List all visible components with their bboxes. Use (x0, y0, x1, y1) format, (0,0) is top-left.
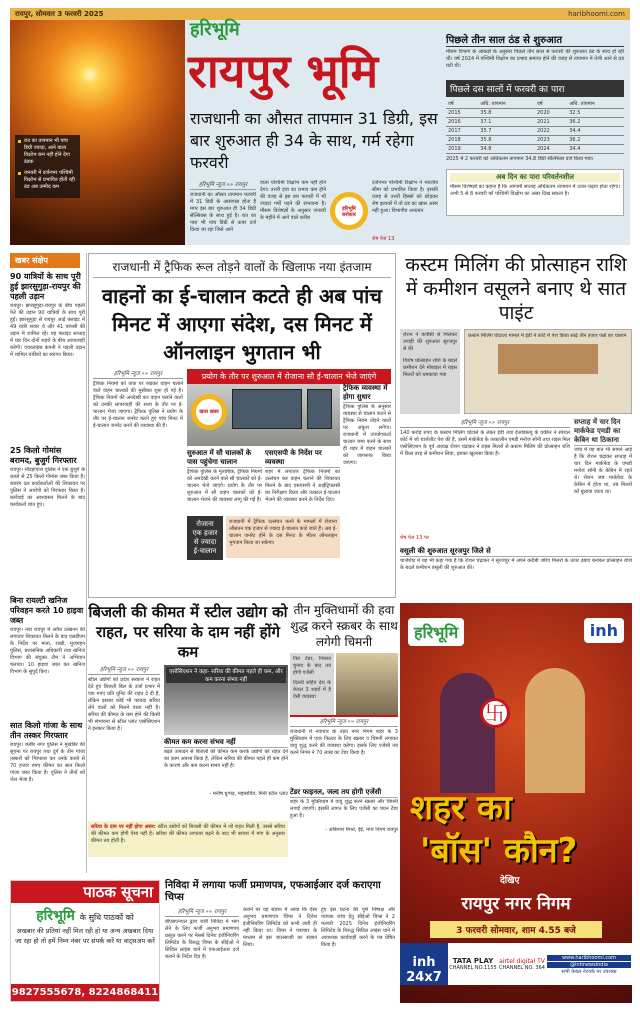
cell: 34.4 (567, 127, 624, 136)
photo-caption: एसोसिएशन ने कहा- सरिया की कीमत पहले ही कम, और कम करना संभव नहीं (166, 667, 286, 683)
haribhoomi-logo: हरिभूमि (408, 618, 464, 646)
ad-footer (400, 943, 632, 985)
echallan-count-label: रोजाना एक हजार से ज्यादा ई-चालान (187, 516, 223, 560)
ad-program: रायपुर नगर निगम (461, 894, 571, 914)
table-row (446, 109, 624, 118)
sub-text: चार्जशीट में यह भी कहा गया है कि रोशन चंद्राकर ने सूरजपुर में अपने करीबी जरिए मिलरों के ऊपर दबाव बनाकर प्रोत्साहन राशि के बदले कमीशन वसूली की शुरुआत की। (400, 558, 632, 571)
variable-temp-box (446, 169, 624, 216)
control-room-photo (187, 384, 340, 446)
column-divider (86, 253, 87, 873)
section-title: रायपुर भूमि (188, 44, 379, 98)
cell: 35.8 (478, 136, 535, 145)
point: दिल्ली सहित देश के केवल 3 शहरों में है ऐसी व्यवस्था (293, 680, 331, 700)
sarokar-seal: हरिभूमि सरोकार (330, 192, 368, 230)
airtel-logo: airtel digital TV (499, 957, 545, 965)
reader-notice (10, 880, 160, 1002)
sub-author: - अबिनाश मिश्रा, ईई, नगर निगम रायपुर (325, 827, 398, 833)
cell: 2018 (446, 136, 478, 145)
traffic-headline[interactable]: वाहनों का ई-चालान कटते ही अब पांच मिनट में आएगा संदेश, दस मिनट में ऑनलाइन भुगतान भी (102, 284, 382, 364)
lead-col: वाला पश्चिमी विक्षोभ कम नहीं होने देगा। उत्तरी हवा का प्रभाव कम होने की वजह से इस बार फरवरी में भी ज्यादा गर्मी पड़ने की संभावना है। मौसम विशेषज्ञों के अनुसार जनवरी के महीने में आने वाले करीब (260, 180, 326, 221)
cell: 2024 (535, 145, 567, 154)
ad-headline-2: 'बॉस' कौन? (420, 831, 578, 871)
ad-cable: सभी केबल नेटवर्क पर उपलब्ध (561, 968, 617, 975)
table-row (446, 145, 624, 154)
story-text: राजधानी में नवाचार के तहत नगर निगम शहर के 3 मुक्तिधाम में एयर फिल्टर के लिए स्क्रबर व चिमनी लगाकर वायु शुद्ध करने की व्यवस्था करेगा। इसके लिए एजेंसी तय करने निगम ने 70 लाख का टेंडर किया है। (290, 729, 398, 756)
subhead: टेंडर फाइनल, जल्द तय होगी एजेंसी (290, 788, 398, 798)
cell: 2020 (535, 109, 567, 118)
table-note: 2025 में 2 फरवरी को अधिकतम तापमान 34.8 डिग्री सेल्सियस दर्ज किया गया। (446, 156, 594, 162)
brief-text: रायपुर। नवा रायपुर में अवैध उत्खनन की लगातार शिकायत मिलने के बाद एसडीएम के निर्देश पर माना, राखी, मुजगहन पुलिस, प्रशासनिक अधिकारी तथा खनिज विभाग की संयुक्त टीम ने अभियान चलाया। 10 हाइवा जब्त कर खनिज विभाग के सुपुर्द किए। (10, 627, 85, 675)
chimney-photo (336, 653, 398, 715)
photo-points (15, 135, 80, 198)
cell: 35.8 (478, 109, 535, 118)
cell: 34.8 (478, 145, 535, 154)
cell: 35.7 (478, 127, 535, 136)
nivida-headline[interactable]: निविदा में लगाया फर्जी प्रमाणपत्र, एफआईआर दर्ज कराएगा चिप्स (165, 880, 381, 903)
col-header: अधि. तापमान (478, 100, 535, 109)
traffic-story (88, 253, 396, 598)
side-text: ट्रैफिक पुलिस के अनुसार व्यवस्था से चालान कटने से ट्रैफिक नियम तोड़ने वालों पर अंकुश लगेगा। राजधानी में उपयोगकर्ता चालान जमा करने के साथ ही शहर में वाहन चालकों को जागरूक किया जाएगा। (343, 404, 391, 466)
lead-body (190, 180, 438, 244)
byline: हरिभूमि न्यूज »» रायपुर (88, 665, 160, 675)
cell: 2015 (446, 109, 478, 118)
date-bar (10, 8, 630, 20)
tender-story (165, 880, 395, 1002)
ad-website[interactable]: www.haribhoomi.com (547, 955, 631, 961)
cell: 37.1 (478, 118, 535, 127)
crematorium-story (290, 602, 398, 872)
col-header: वर्ष (446, 100, 478, 109)
lead-col: राजधानी का औसत तापमान फरवरी में 31 डिग्री के आसपास होता है मगर इस बार शुरुआत ही 34 डिग्री सेल्सियस के साथ हुई है। रात का पारा भी पांच डिग्री से ऊपर दर्ज किया जा रहा जिसे आने (190, 192, 256, 233)
electricity-story (88, 602, 288, 872)
tata-play-logo: TATA PLAY (452, 957, 494, 965)
notice-line2: अखबार की प्रतियां नहीं मिल रही हो या अन्य अखबार दिया जा रहा हो तो हमें निम्न नंबर पर संपर्क करें या वाट्सअप करें (15, 927, 155, 945)
table-title: पिछले दस सालों में फरवरी का पारा (446, 80, 624, 97)
byline: हरिभूमि न्यूज »» रायपुर (290, 717, 398, 727)
brand-logo: हरिभूमि (190, 19, 240, 40)
brand-logo: हरिभूमि (36, 908, 75, 924)
kicker: राजधानी में ट्रैफिक रूल तोड़ने वालों के खिलाफ नया इंतजाम (93, 258, 391, 278)
cell: 2022 (535, 127, 567, 136)
quote-text: बढ़ते उत्पादन से बिजली की कीमत कम करके उद्योगों को राहत देने का काम अवश्य किया है, लेकिन सरिया की कीमत पहले ही कम होने के कारण और कम करना संभव नहीं है। (164, 749, 288, 769)
story-text: 140 करोड़ रुपए के कस्टम मिलिंग घोटाले के लेकर ईडी तथा ईओडब्ल्यू के वकील ने स्पेशल कोर्ट में जो चार्जशीट पेश की है, उसमें मार्कफेड के तत्कालीन एमडी मनोज सोनी तथा राइस मिल एसोसिएशन के पूर्व अध्यक्ष रोशन चंद्राकर ने राइस मिलरों से कस्टम मिलिंग की प्रोत्साहन राशि में किस तरह से कमीशन लिया, इसका खुलासा किया है। (400, 430, 570, 457)
khas-khabar-seal: खास खबर (191, 394, 227, 430)
table-row (446, 136, 624, 145)
ad-headline-1: शहर का (410, 788, 512, 828)
side-text: जांच में यह बात भी सामने आई है कि रोशन चंद्राकर सप्ताह में चार दिन मार्कफेड के एमडी मनोज सोनी के केबिन में रहते थे। रोशन जब मार्कफेड के केबिन में होता था, तब मिलरों को बुलाया जाता था। (574, 447, 632, 495)
point: रोशन ने कवीसी से मिलकर उगाही की शुरुआत सूरजपुर से की (403, 332, 457, 352)
story-text: ट्रैफिक नियमों को ताक पर रखकर वाहन चलाने वाले वाहन चालकों की मुसीबत शुरू हो गई है। ट्रैफिक नियमों की अनदेखी कर वाहन चलाने वालों को उनकी लापरवाही की सजा के तौर पर ई-चालान भेजा जाएगा। ट्रैफिक पुलिस ने प्रयोग के तौर पर ई-चालान जनरेट करते हुए पांच मिनट में ई-चालान जनरेट करने की व्यवस्था की है। (93, 381, 183, 429)
notice-title: पाठक सूचना (11, 881, 159, 903)
continued-label: शेष पेज 13 पर (400, 535, 429, 541)
cell: 2019 (446, 145, 478, 154)
brief-title[interactable]: सात किलो गांजा के साथ तीन तस्कर गिरफ्तार (10, 721, 83, 740)
lead-headline[interactable]: राजधानी का औसत तापमान 31 डिग्री, इस बार शुरुआत ही 34 के साथ, गर्म रहेगा फरवरी (190, 109, 438, 172)
inh-program-ad[interactable] (400, 603, 632, 1003)
box-text: मौसम विशेषज्ञों का कहना है कि आगामी सप्ताह अधिकतम तापमान में उतार-चढ़ाव होता रहेगा। अभी 5 से 8 फरवरी को पश्चिमी विक्षोभ का असर दिख सकता है। (450, 184, 620, 197)
swastik-stamp-icon: 卐 (480, 698, 510, 728)
quote-author: - मनीष धुप्पड़, महासचिव, मिनी स्टील प्लांट (209, 791, 288, 797)
brief-title[interactable]: बिना रायल्टी खनिज परिवहन करते 10 हाइवा जब्त (10, 596, 84, 625)
side-title: ट्रैफिक व्यवस्था में होगा सुधार (343, 384, 391, 403)
point: विशेष प्रोत्साहन राशि के बदले कमीशन देने मोबाइल में राइस मिलरों को धमकाया गया (403, 358, 457, 378)
impact-box (88, 821, 288, 857)
brief-title[interactable]: 25 किलो गोमांस बरामद, बुजुर्ग गिरफ्तार (10, 446, 77, 465)
subhead: सुरुआत में सौ चालकों के पास पहुंचेगा चालान (187, 449, 262, 468)
edition-date: रायपुर, सोमवार 3 फरवरी 2025 (15, 10, 104, 18)
col-header: वर्ष (535, 100, 567, 109)
subhead: एसएसपी के निर्देश पर व्यवस्था (265, 449, 340, 468)
inh-24x7-logo: inh 24x7 (400, 943, 448, 985)
cell: 32.5 (567, 109, 624, 118)
box-text: मौसम विभाग के आंकड़ों के अनुसार पिछले तीन साल से फरवरी की शुरुआत ठंड के साथ हो रही थी। वर्ष 2024 में पश्चिमी विक्षोभ का प्रभाव समाप्त होने की वजह से तापमान में तेजी आने से ठंड घटी थी। (446, 49, 624, 69)
inh-logo: inh (584, 618, 624, 643)
ad-time: 3 फरवरी सोमवार, शाम 4.55 बजे (430, 921, 602, 938)
cell: 2023 (535, 136, 567, 145)
weather-sidebar (440, 20, 630, 245)
byline: हरिभूमि न्यूज »» रायपुर (190, 180, 256, 190)
brief-text: रायपुर। झारसुगुड़ा-रायपुर के बीच पहली फेरे की उड़ान 90 यात्रियों के साथ पूरी हुई। झारसुगुड़ा से रायपुर आई फ्लाइट में 49 यात्री सवार थे और 41 वापसी की उड़ान में शामिल रहे। यह फ्लाइट सप्ताह में चार दिन दोनों शहरों के बीच आवाजाही करेगी। एयरलाइंस कंपनी ने पहली उड़ान में शामिल यात्रियों का स्वागत किया। (10, 303, 85, 358)
brief-text: रायपुर। कबीर नगर पुलिस ने मुखबिर की सूचना पर रायपुर तथा दुर्ग के तीन गांजा तस्करों को गिरफ्तार कर उनके कब्जे से 70 हजार रुपए कीमत का सात किलो गांजा जब्त किया है। पुलिस ने तीनों को जेल भेजा है। (10, 742, 85, 783)
sunset-photo (10, 20, 185, 245)
photo-point: जनवरी में दर्जनभर पश्चिमी विक्षोभ से प्रभावित होती रही ठंड अब उम्मीद कम (18, 170, 77, 191)
airtel-channel: CHANNEL NO. 364 (499, 964, 545, 971)
story-col: बीएसएनएल द्वारा जारी निविदा में भाग लेने के लिए फर्जी अनुभव प्रमाणपत्र प्रस्तुत करने पर मेसर्स दिनेश इंजीनियरिंग लिमिटेड के विरुद्ध चिप्स के सीईओ ने सिविल लाइंस थाने में एफआईआर दर्ज कराने के निर्देश दिए हैं। (165, 919, 239, 960)
box-text: स्टील उद्योगों को बिजली की कीमत में जो राहत मिली है, उससे सरिया की कीमत कम होगी ऐसा नहीं है। सरिया की कीमत लगातार बढ़ने के बाद भी बाजार में मांग के अनुसार कीमत तय होती है। (91, 824, 285, 844)
story-col: हुए इस घटना की पूर्ण निष्पक्ष और व्यापक जांच हेतु सीईओ चिप्स ने 2 फरवरी 2025 दिनेश इंजीनियरिंग लिमिटेड के विरुद्ध सिविल लाइंस थाने में आवश्यक कार्यवाही करने के पत्र प्रेषित किया है। (321, 907, 395, 948)
point: फिर टेंडर, निकाय चुनाव के बाद तय होगी एजेंसी (293, 656, 331, 676)
ad-see: देखिए (500, 876, 520, 886)
photo-point: रात का तापमान भी पांच डिग्री ज्यादा, आने वाला विक्षोभ कम नहीं होने देगा ठंडक (18, 138, 77, 166)
sub-text: ट्रैफिक पुलिस के मुताबिक, ट्रैफिक नियमों को अनदेखी करने वाले सौ चालकों को ई-चालान भेजे जाएंगे। प्रयोग के तौर पर शुरुआत में सौ वाहन चालकों को ई-चालान भेजने की व्यवस्था लागू की गई है। (187, 469, 262, 503)
cell: 2017 (446, 127, 478, 136)
photo-strip: प्रयोग के तौर पर शुरुआत में रोजाना सौ ई-चालान भेजे जाएंगे (187, 369, 391, 384)
website[interactable]: haribhoomi.com (568, 10, 625, 18)
notice-line1: के सुधि पाठकों को (79, 913, 134, 922)
highlight-box: राजधानी में ट्रैफिक उल्लंघन करने के मामलों में रोजाना औसतन एक हजार से ज्यादा ई-चालान काटे जाते हैं। अब ई-चालान जनरेट होने के दस मिनट के भीतर ऑनलाइन भुगतान किया जा सकेगा। (226, 516, 340, 558)
story-text: स्टील उद्योगों को प्रदेश सरकार ने राहत देते हुए बिजली बिल के उर्जा प्रभार में एक रुपए प्रति यूनिट की राहत दे दी है, लेकिन इसका कोई भी फायदा सरिया लेने वालों को मिलने वाला नहीं है। सरिया की कीमत के कम होने की किसी भी संभावना से स्टील प्लांट एसोसिएशन ने इनकार किया है। (88, 677, 160, 732)
box-title: सरिया के दाम पर नहीं होगा असर: (91, 824, 156, 830)
col-header: अधि. तापमान (567, 100, 624, 109)
custom-headline[interactable]: कस्टम मिलिंग की प्रोत्साहन राशि में कमीशन वसूलने बनाए थे सात पाइंट (405, 254, 627, 324)
brief-text: रायपुर। मौदहापारा पुलिस ने एक बुजुर्ग के कब्जे से 25 किलो गोमांस जब्त किया है। बजरंग दल कार्यकर्ताओं की शिकायत पर पुलिस ने आरोपी को गिरफ्तार किया है। कार्रवाई का आश्वासन मिलने के बाद कार्यकर्ता शांत हुए। (10, 467, 85, 508)
byline: हरिभूमि न्यूज »» रायपुर (93, 369, 183, 379)
cell: 2016 (446, 118, 478, 127)
temperature-table (446, 100, 624, 154)
custom-milling-story (400, 253, 632, 598)
sub-text: शहर के 3 मुक्तिधाम में वायु शुद्ध करने स्क्रबर और चिमनी लगाई जाएगी। इसकी लागत के लिए एजेंसी का चयन टेंडर हुआ है। (290, 799, 398, 819)
ad-social[interactable]: @inhnewsindia (547, 962, 631, 968)
cell: 34.4 (567, 145, 624, 154)
table-row (446, 118, 624, 127)
candidate-photo-2 (525, 668, 585, 793)
subhead: वसूली की शुरुआत सूरजपुर जिले से (400, 547, 632, 557)
box-title: अब दिन का पारा परिवर्तनशील (450, 173, 620, 182)
clipping-photo (498, 344, 598, 374)
clipping-caption: कस्टम मिलिंग घोटाला मामले में ईडी ने कोर्ट में पेश किया साढ़े तीन हजार पन्नों का चालान (468, 333, 627, 339)
cell: 36.2 (567, 136, 624, 145)
sub-text: शहर में लगातार ट्रैफिक नियमों का उल्लंघन कर वाहन चलाने की शिकायत मिलने के बाद एसएसपी ने आईट्रिपलसी का निरीक्षण किया और तत्काल ई-चालान भेजने की व्यवस्था करने के निर्देश दिए। (265, 469, 340, 503)
mukti-headline[interactable]: तीन मुक्तिधामों की हवा शुद्ध करने स्क्रबर के साथ लगेगी चिमनी (290, 603, 398, 649)
section-tag: खबर संक्षेप (10, 253, 80, 268)
table-row (446, 127, 624, 136)
quote-title: कीमत कम करना संभव नहीं (164, 738, 288, 748)
candidate-photo-1 (440, 673, 495, 793)
tata-channel: CHANNEL NO.1155 (449, 965, 497, 971)
cell: 2021 (535, 118, 567, 127)
byline: हरिभूमि न्यूज »» रायपुर (400, 418, 570, 428)
bijli-headline[interactable]: बिजली की कीमत में स्टील उद्योग को राहत, पर सरिया के दाम नहीं होंगे कम (88, 603, 288, 661)
steel-rods-photo (164, 665, 288, 735)
news-brief-column (10, 253, 85, 873)
side-title: सप्ताह में चार दिन मार्कफेड एमडी का केबिन था ठिकाना (574, 418, 632, 446)
cell: 36.2 (567, 118, 624, 127)
byline: हरिभूमि न्यूज »» रायपुर (165, 907, 239, 917)
story-col: कराने पर यह संज्ञान में आया कि ऐसा अनुभव प्रमाणपत्र चिप्स ने दिनेश इंजीनियरिंग लिमिटेड को कभी जारी ही नहीं किया था। चिप्स ने पत्राचार के माध्यम से इस जालसाजी का संज्ञान लिया। (243, 907, 317, 948)
brief-title[interactable]: 90 यात्रियों के साथ पूरी हुई झारसुगुड़ा-रायपुर की पहली उड़ान (10, 272, 81, 301)
contact-numbers[interactable]: 9827555678, 8224868411 (11, 984, 159, 1001)
box-title: पिछले तीन साल ठंड से शुरुआत (446, 32, 624, 47)
lead-col: दर्जनभर पश्चिमी विक्षोभ ने भारतीय सीमा को प्रभावित किया है। इसकी वजह से उत्तरी हिस्सों को छोड़कर शेष इलाकों में तो ठंड का खास असर नहीं हुआ। विभागीय अध्ययन (372, 180, 438, 214)
continued-label: शेष पेज 13 (372, 236, 395, 242)
